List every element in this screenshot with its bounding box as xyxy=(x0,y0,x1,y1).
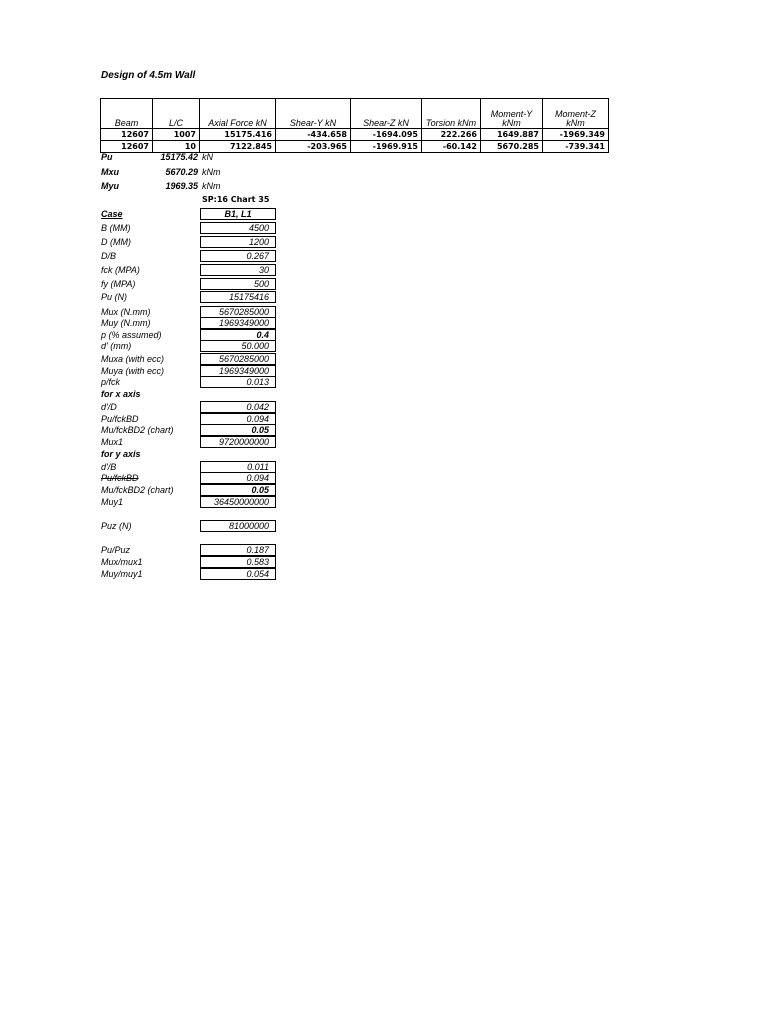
param-value: 30 xyxy=(200,264,276,276)
param-value: 0.267 xyxy=(200,250,276,262)
table-cell: 12607 xyxy=(101,141,153,153)
param-label: Muxa (with ecc) xyxy=(101,354,165,364)
param-value: 500 xyxy=(200,278,276,290)
param-label: p/fck xyxy=(101,377,121,387)
table-cell: -434.658 xyxy=(276,129,351,141)
param-value: 0.094 xyxy=(200,413,276,425)
column-header: Shear-Y kN xyxy=(276,99,351,129)
param-label: d' (mm) xyxy=(101,341,132,351)
summary-label: Mxu xyxy=(101,167,119,177)
param-value: 81000000 xyxy=(200,520,276,532)
param-label: fy (MPA) xyxy=(101,279,136,289)
param-value: 36450000000 xyxy=(200,496,276,508)
param-label: Muy1 xyxy=(101,497,124,507)
table-cell: -1694.095 xyxy=(351,129,422,141)
column-header: Moment-Y kNm xyxy=(481,99,543,129)
param-label: Mux (N.mm) xyxy=(101,307,151,317)
param-label: d'/D xyxy=(101,402,117,412)
param-value: 0.583 xyxy=(200,556,276,568)
table-header-row xyxy=(101,99,609,129)
param-label: d'/B xyxy=(101,462,117,472)
table-cell: 10 xyxy=(153,141,200,153)
param-value: 5670285000 xyxy=(200,353,276,365)
param-value: 5670285000 xyxy=(200,306,276,318)
table-cell: 7122.845 xyxy=(200,141,276,153)
param-value: 0.054 xyxy=(200,568,276,580)
param-label: Puz (N) xyxy=(101,521,132,531)
column-header: Moment-Z kNm xyxy=(543,99,609,129)
param-value: 1969349000 xyxy=(200,317,276,329)
summary-label: Myu xyxy=(101,181,119,191)
table-cell: 15175.416 xyxy=(200,129,276,141)
param-label: Pu/fckBD xyxy=(101,473,139,483)
table-cell: 1007 xyxy=(153,129,200,141)
column-header: Torsion kNm xyxy=(422,99,481,129)
param-label: B (MM) xyxy=(101,223,131,233)
table-cell: 1649.887 xyxy=(481,129,543,141)
summary-label: Pu xyxy=(101,152,113,162)
param-value: 0.011 xyxy=(200,461,276,473)
forces-table xyxy=(100,98,609,153)
param-value: 50.000 xyxy=(200,340,276,352)
summary-unit: kNm xyxy=(202,167,221,177)
summary-value: 5670.29 xyxy=(165,167,198,177)
param-label: Pu/fckBD xyxy=(101,414,139,424)
table-cell: 12607 xyxy=(101,129,153,141)
case-value: B1, L1 xyxy=(200,208,276,220)
param-label: Mu/fckBD2 (chart) xyxy=(101,485,174,495)
param-value: 4500 xyxy=(200,222,276,234)
param-value: 0.094 xyxy=(200,472,276,484)
param-value: 0.05 xyxy=(200,484,276,496)
param-label: Mux1 xyxy=(101,437,124,447)
table-cell: -203.965 xyxy=(276,141,351,153)
summary-unit: kN xyxy=(202,152,213,162)
summary-unit: kNm xyxy=(202,181,221,191)
param-value: 1969349000 xyxy=(200,365,276,377)
param-label: Muya (with ecc) xyxy=(101,366,165,376)
param-label: Muy (N.mm) xyxy=(101,318,151,328)
param-label: Pu (N) xyxy=(101,292,128,302)
table-cell: -739.341 xyxy=(543,141,609,153)
param-label: fck (MPA) xyxy=(101,265,140,275)
table-row xyxy=(101,129,609,141)
param-value: 15175416 xyxy=(200,291,276,303)
param-label: Muy/muy1 xyxy=(101,569,143,579)
param-label: Mu/fckBD2 (chart) xyxy=(101,425,174,435)
param-label: D/B xyxy=(101,251,117,261)
summary-value: 1969.35 xyxy=(165,181,198,191)
param-value: 0.05 xyxy=(200,424,276,436)
table-row xyxy=(101,141,609,153)
column-header: Beam xyxy=(101,99,153,129)
param-value: 0.4 xyxy=(200,329,276,341)
param-value: 0.187 xyxy=(200,544,276,556)
column-header: L/C xyxy=(153,99,200,129)
summary-value: 15175.42 xyxy=(160,152,198,162)
column-header: Axial Force kN xyxy=(200,99,276,129)
table-cell: -1969.915 xyxy=(351,141,422,153)
table-cell: 222.266 xyxy=(422,129,481,141)
column-header: Shear-Z kN xyxy=(351,99,422,129)
table-cell: -1969.349 xyxy=(543,129,609,141)
section-heading: for x axis xyxy=(101,389,141,399)
case-label: Case xyxy=(101,209,123,219)
table-cell: -60.142 xyxy=(422,141,481,153)
section-heading: for y axis xyxy=(101,449,141,459)
param-label: Mux/mux1 xyxy=(101,557,143,567)
param-label: p (% assumed) xyxy=(101,330,162,340)
param-value: 1200 xyxy=(200,236,276,248)
param-label: D (MM) xyxy=(101,237,131,247)
param-value: 0.013 xyxy=(200,376,276,388)
page-title: Design of 4.5m Wall xyxy=(101,70,196,81)
param-value: 9720000000 xyxy=(200,436,276,448)
param-value: 0.042 xyxy=(200,401,276,413)
param-label: Pu/Puz xyxy=(101,545,131,555)
table-cell: 5670.285 xyxy=(481,141,543,153)
chart-reference: SP:16 Chart 35 xyxy=(202,195,270,204)
